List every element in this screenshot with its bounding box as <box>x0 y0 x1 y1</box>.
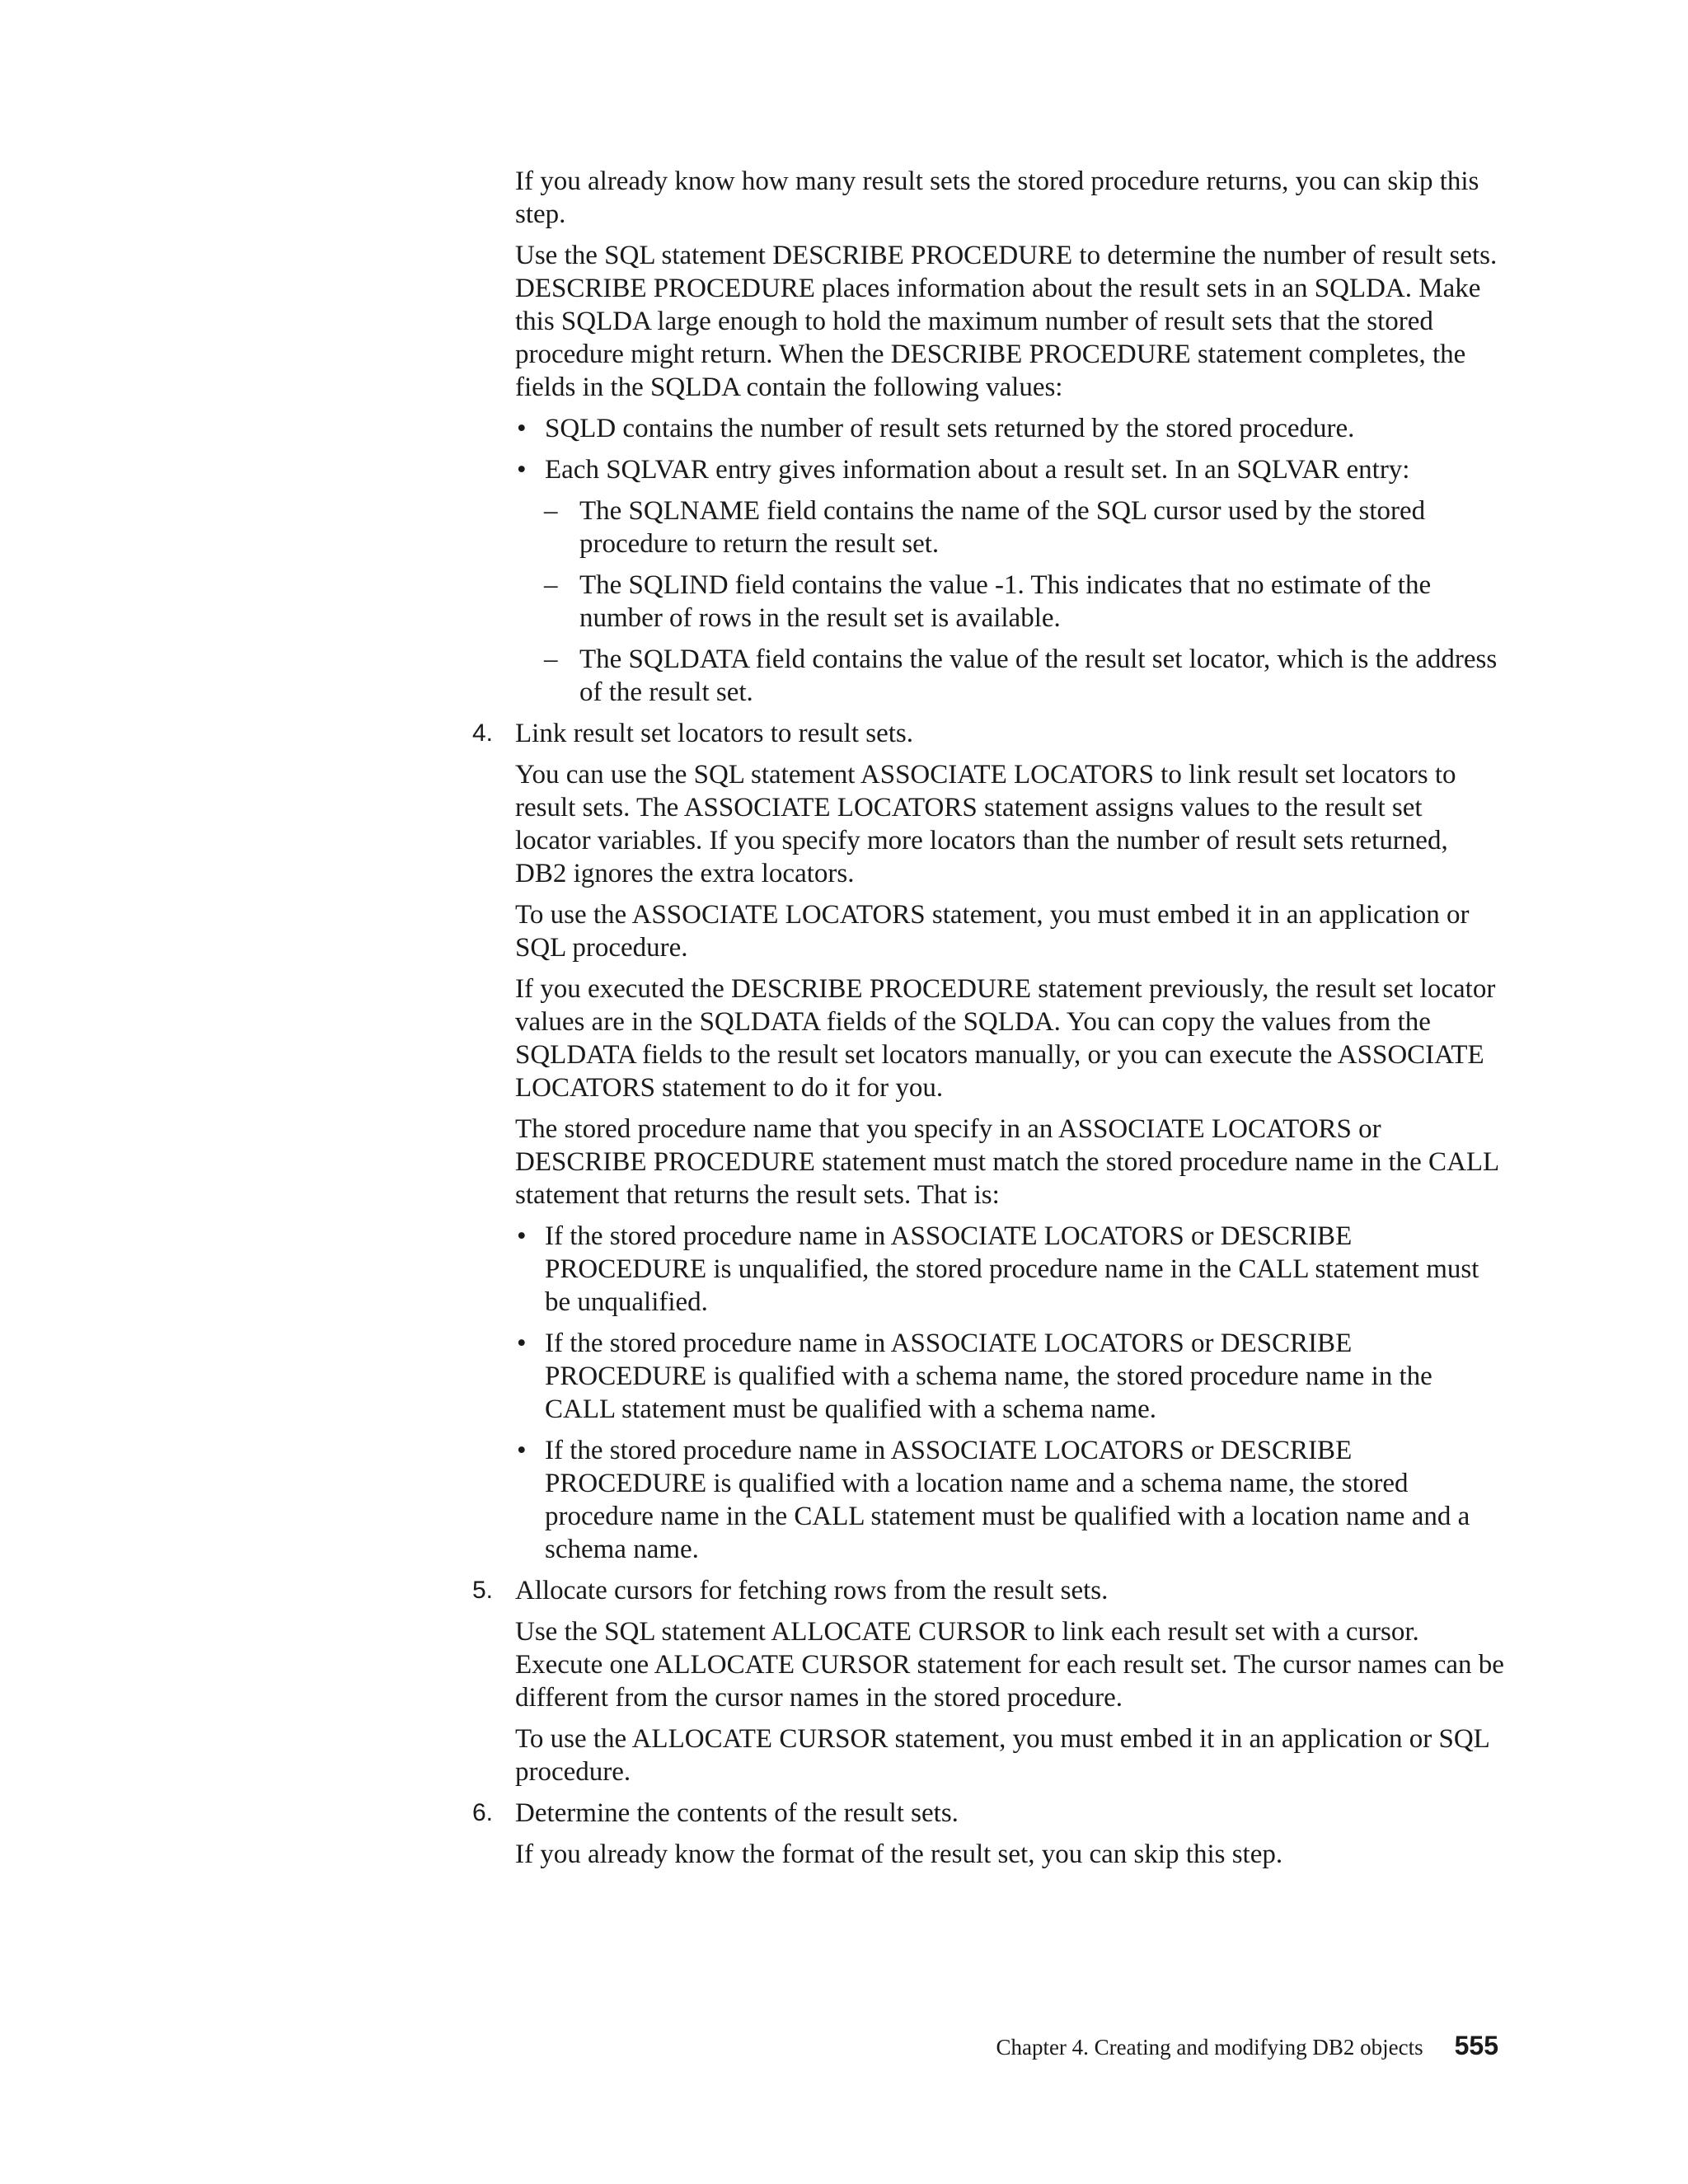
paragraph-name-match: The stored procedure name that you specify in an ASSOCIATE LOCATORS or DESCRIBE PROCEDURE statement must match the stored procedure name in the CALL statement that returns the result sets. That is: <box>515 1114 1498 1210</box>
page-footer <box>996 2031 1498 2061</box>
bullet-unqualified: • If the stored procedure name in ASSOCIATE LOCATORS or DESCRIBE PROCEDURE is unqualified, the stored procedure name in the CALL statement must be unqualified. <box>515 1220 1504 1319</box>
step-6-number: 6. <box>472 1799 494 1826</box>
paragraph-allocate-embed: To use the ALLOCATE CURSOR statement, you must embed it in an application or SQL procedure. <box>515 1724 1489 1787</box>
bullet-location-qualified: • If the stored procedure name in ASSOCIATE LOCATORS or DESCRIBE PROCEDURE is qualified with a location name and a schema name, the stored procedure name in the CALL statement must be qualified with a location name and a schema name. <box>515 1434 1504 1566</box>
step-4-title: Link result set locators to result sets. <box>515 719 913 748</box>
step-5-title: Allocate cursors for fetching rows from the result sets. <box>515 1576 1109 1605</box>
step-4 <box>472 717 1504 750</box>
dash-sqlind: – The SQLIND field contains the value -1. This indicates that no estimate of the number of rows in the result set is available. <box>515 569 1504 635</box>
paragraph-associate-embed: To use the ASSOCIATE LOCATORS statement, you must embed it in an application or SQL procedure. <box>515 900 1470 963</box>
step-4-number: 4. <box>472 719 494 747</box>
paragraph-associate-locators: You can use the SQL statement ASSOCIATE LOCATORS to link result set locators to result sets. The ASSOCIATE LOCATORS statement assigns values to the result set locator variables. If you specify more locators than the number of result sets returned, DB2 ignores the extra locators. <box>515 760 1456 888</box>
bullet-schema-qualified: • If the stored procedure name in ASSOCIATE LOCATORS or DESCRIBE PROCEDURE is qualified with a schema name, the stored procedure name in the CALL statement must be qualified with a schema name. <box>515 1327 1504 1426</box>
bullet-sqld: • SQLD contains the number of result sets returned by the stored procedure. <box>515 412 1504 445</box>
paragraph-skip-format: If you already know the format of the result set, you can skip this step. <box>515 1840 1283 1869</box>
paragraph-allocate-cursor: Use the SQL statement ALLOCATE CURSOR to link each result set with a cursor. Execute one ALLOCATE CURSOR statement for each result set. The cursor names can be different from the cursor names in the stored procedure. <box>515 1617 1504 1713</box>
dash-sqlname: – The SQLNAME field contains the name of the SQL cursor used by the stored procedure to return the result set. <box>515 494 1504 560</box>
bullet-sqlvar: • Each SQLVAR entry gives information about a result set. In an SQLVAR entry: <box>515 453 1504 486</box>
chapter-title: Chapter 4. Creating and modifying DB2 objects <box>996 2035 1423 2060</box>
step-6 <box>472 1797 1504 1830</box>
step-6-title: Determine the contents of the result sets. <box>515 1798 959 1828</box>
paragraph-describe-procedure: Use the SQL statement DESCRIBE PROCEDURE to determine the number of result sets. DESCRIBE PROCEDURE places information about the result sets in an SQLDA. Make this SQLDA large enough to hold the maximum number of result sets that the stored procedure might return. When the DESCRIBE PROCEDURE statement completes, the fields in the SQLDA contain the following values: <box>515 241 1498 402</box>
page-content <box>472 165 1504 1879</box>
page-number: 555 <box>1454 2031 1498 2060</box>
paragraph-describe-previously: If you executed the DESCRIBE PROCEDURE statement previously, the result set locator values are in the SQLDATA fields of the SQLDA. You can copy the values from the SQLDATA fields to the result set locators manually, or you can execute the ASSOCIATE LOCATORS statement to do it for you. <box>515 974 1496 1103</box>
step-5-number: 5. <box>472 1577 494 1604</box>
paragraph-skip-step: If you already know how many result sets the stored procedure returns, you can skip this step. <box>515 166 1479 229</box>
step-5 <box>472 1574 1504 1607</box>
dash-sqldata: – The SQLDATA field contains the value of the result set locator, which is the address of the result set. <box>515 643 1504 709</box>
